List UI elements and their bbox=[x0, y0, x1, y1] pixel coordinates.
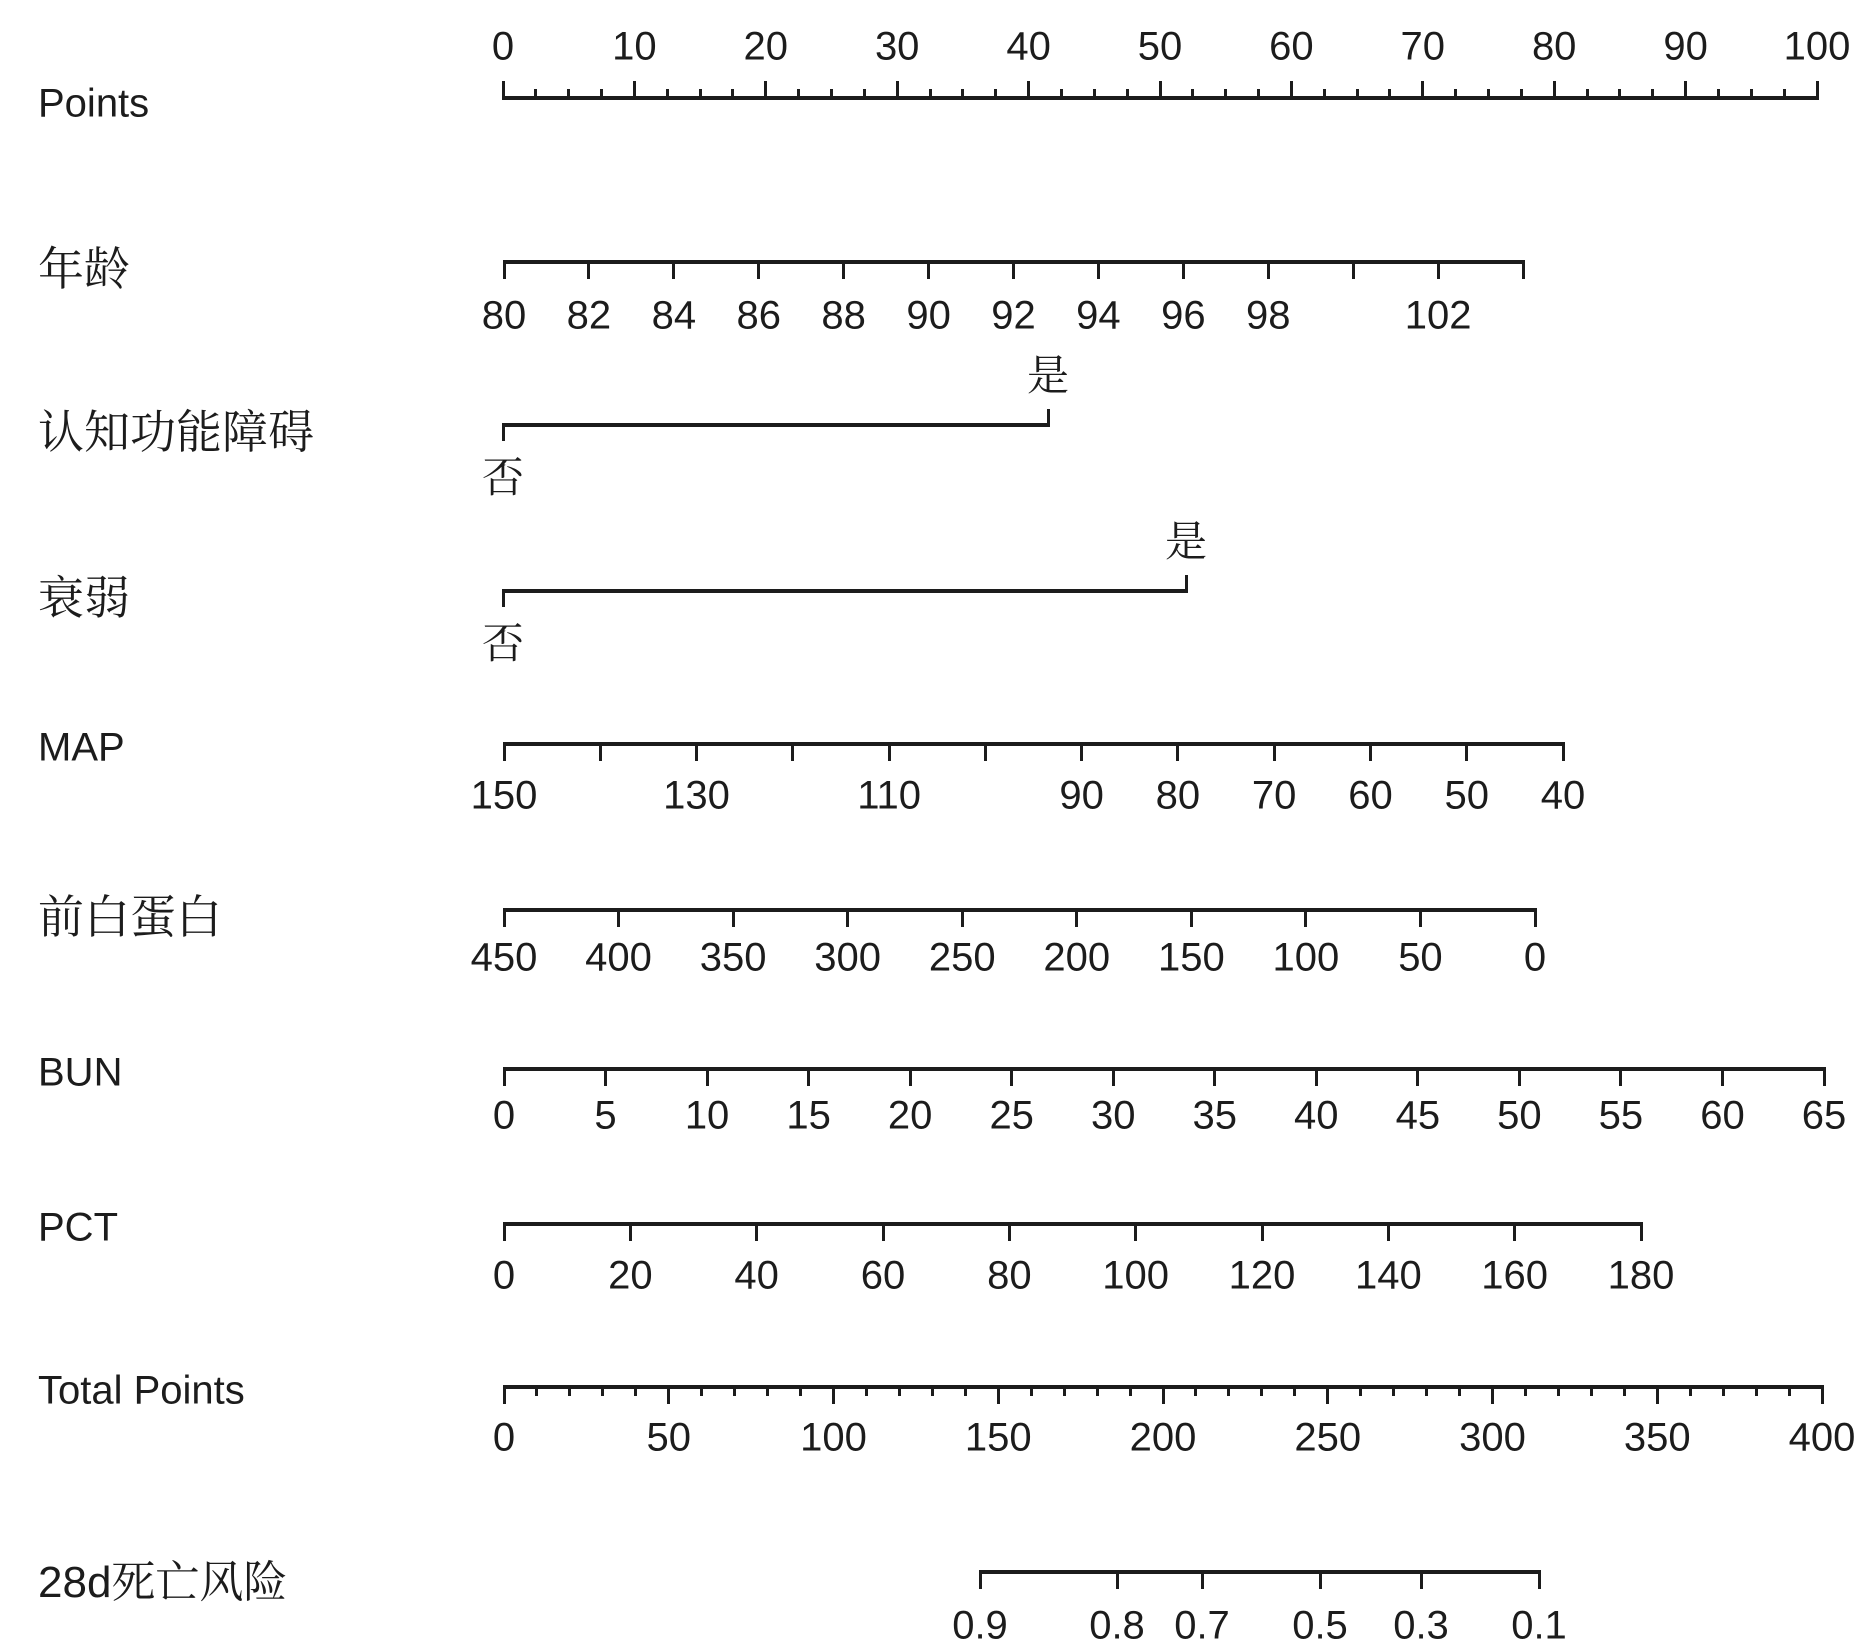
axis-tick bbox=[1656, 1385, 1659, 1404]
tick-label-age-82: 82 bbox=[566, 293, 612, 338]
axis-tick bbox=[1126, 89, 1129, 100]
axis-tick bbox=[766, 1385, 769, 1396]
row-label-points: Points bbox=[38, 81, 150, 126]
axis-tick bbox=[1060, 89, 1063, 100]
axis-tick bbox=[1821, 1385, 1824, 1404]
axis-tick bbox=[617, 908, 620, 927]
tick-label-age-88: 88 bbox=[821, 293, 866, 338]
axis-tick bbox=[1458, 1385, 1461, 1396]
axis-tick bbox=[1586, 89, 1589, 100]
axis-tick bbox=[807, 1067, 810, 1086]
axis-tick bbox=[502, 423, 505, 441]
axis-tick bbox=[1590, 1385, 1593, 1396]
axis-tick bbox=[503, 1385, 506, 1404]
axis-tick bbox=[503, 908, 506, 927]
tick-label-points-70: 70 bbox=[1400, 24, 1446, 69]
cognitive-impairment-yes-label: 是 bbox=[1026, 352, 1070, 399]
axis-tick bbox=[1080, 742, 1083, 761]
tick-label-risk-28d-0.9: 0.9 bbox=[952, 1603, 1008, 1648]
axis-tick bbox=[757, 260, 760, 279]
axis-tick bbox=[1323, 89, 1326, 100]
axis-tick bbox=[1201, 1570, 1204, 1589]
axis-tick bbox=[634, 1385, 637, 1396]
row-label-cognitive-impairment: 认知功能障碍 bbox=[38, 406, 314, 458]
tick-label-prealbumin-350: 350 bbox=[699, 935, 767, 980]
axis-tick bbox=[1388, 89, 1391, 100]
axis-tick bbox=[1190, 908, 1193, 927]
axis-tick bbox=[961, 89, 964, 100]
axis-tick bbox=[1012, 260, 1015, 279]
tick-label-bun-35: 35 bbox=[1192, 1093, 1238, 1138]
axis-tick bbox=[1750, 89, 1753, 100]
frailty-no-label: 否 bbox=[481, 620, 525, 667]
axis-tick bbox=[1185, 575, 1188, 593]
tick-label-map-70: 70 bbox=[1251, 773, 1297, 818]
axis-tick bbox=[1326, 1385, 1329, 1404]
tick-label-bun-50: 50 bbox=[1497, 1093, 1542, 1138]
axis-tick bbox=[1097, 260, 1100, 279]
axis-tick bbox=[1689, 1385, 1692, 1396]
axis-tick bbox=[732, 908, 735, 927]
axis-tick bbox=[1134, 1222, 1137, 1241]
axis-tick bbox=[1522, 260, 1525, 279]
axis-tick bbox=[764, 81, 767, 100]
axis-tick bbox=[1319, 1570, 1322, 1589]
tick-label-points-0: 0 bbox=[491, 24, 515, 69]
axis-tick bbox=[1008, 1222, 1011, 1241]
axis-tick bbox=[1788, 1385, 1791, 1396]
tick-label-age-94: 94 bbox=[1076, 293, 1121, 338]
tick-label-age-96: 96 bbox=[1161, 293, 1206, 338]
tick-label-points-20: 20 bbox=[743, 24, 789, 69]
axis-tick bbox=[1619, 1067, 1622, 1086]
tick-label-pct-100: 100 bbox=[1102, 1253, 1170, 1298]
tick-label-pct-60: 60 bbox=[860, 1253, 906, 1298]
axis-tick bbox=[909, 1067, 912, 1086]
tick-label-points-80: 80 bbox=[1531, 24, 1577, 69]
axis-tick bbox=[699, 89, 702, 100]
tick-label-total-points-200: 200 bbox=[1129, 1415, 1197, 1460]
axis-tick bbox=[599, 742, 602, 761]
axis-tick bbox=[1194, 1385, 1197, 1396]
axis-tick bbox=[1093, 89, 1096, 100]
axis-tick bbox=[896, 81, 899, 100]
bun-axis-line bbox=[504, 1067, 1824, 1071]
axis-tick bbox=[629, 1222, 632, 1241]
axis-tick bbox=[1419, 908, 1422, 927]
axis-tick bbox=[1030, 1385, 1033, 1396]
axis-tick bbox=[929, 89, 932, 100]
axis-tick bbox=[898, 1385, 901, 1396]
tick-label-risk-28d-0.1: 0.1 bbox=[1511, 1603, 1567, 1648]
pct-axis-line bbox=[504, 1222, 1641, 1226]
axis-tick bbox=[1096, 1385, 1099, 1396]
tick-label-prealbumin-100: 100 bbox=[1272, 935, 1340, 980]
tick-label-bun-0: 0 bbox=[492, 1093, 516, 1138]
axis-tick bbox=[1273, 742, 1276, 761]
axis-tick bbox=[1182, 260, 1185, 279]
axis-tick bbox=[830, 89, 833, 100]
tick-label-bun-60: 60 bbox=[1700, 1093, 1745, 1138]
tick-label-bun-55: 55 bbox=[1598, 1093, 1644, 1138]
axis-tick bbox=[1010, 1067, 1013, 1086]
axis-tick bbox=[931, 1385, 934, 1396]
tick-label-prealbumin-150: 150 bbox=[1157, 935, 1225, 980]
axis-tick bbox=[1491, 1385, 1494, 1404]
map-axis-line bbox=[504, 742, 1563, 746]
tick-label-pct-180: 180 bbox=[1607, 1253, 1675, 1298]
axis-tick bbox=[1421, 81, 1424, 100]
tick-label-bun-5: 5 bbox=[594, 1093, 617, 1138]
tick-label-risk-28d-0.5: 0.5 bbox=[1292, 1603, 1348, 1648]
axis-tick bbox=[587, 260, 590, 279]
axis-tick bbox=[1513, 1222, 1516, 1241]
axis-tick bbox=[1722, 1385, 1725, 1396]
axis-tick bbox=[1534, 908, 1537, 927]
tick-label-prealbumin-50: 50 bbox=[1398, 935, 1443, 980]
axis-tick bbox=[1261, 1222, 1264, 1241]
axis-tick bbox=[695, 742, 698, 761]
axis-tick bbox=[961, 908, 964, 927]
axis-tick bbox=[1420, 1570, 1423, 1589]
tick-label-bun-15: 15 bbox=[786, 1093, 831, 1138]
tick-label-pct-20: 20 bbox=[608, 1253, 653, 1298]
axis-tick bbox=[502, 589, 505, 607]
tick-label-total-points-350: 350 bbox=[1623, 1415, 1691, 1460]
axis-tick bbox=[755, 1222, 758, 1241]
axis-tick bbox=[1227, 1385, 1230, 1396]
axis-tick bbox=[1651, 89, 1654, 100]
tick-label-points-90: 90 bbox=[1663, 24, 1708, 69]
tick-label-risk-28d-0.7: 0.7 bbox=[1174, 1603, 1230, 1648]
axis-tick bbox=[1437, 260, 1440, 279]
tick-label-prealbumin-200: 200 bbox=[1043, 935, 1111, 980]
axis-tick bbox=[1159, 81, 1162, 100]
axis-tick bbox=[1721, 1067, 1724, 1086]
tick-label-pct-0: 0 bbox=[492, 1253, 516, 1298]
axis-tick bbox=[1290, 81, 1293, 100]
axis-tick bbox=[503, 260, 506, 279]
row-label-age: 年龄 bbox=[38, 243, 130, 295]
axis-tick bbox=[1684, 81, 1687, 100]
axis-tick bbox=[1538, 1570, 1541, 1589]
axis-tick bbox=[1487, 89, 1490, 100]
tick-label-risk-28d-0.8: 0.8 bbox=[1089, 1603, 1145, 1648]
axis-tick bbox=[846, 908, 849, 927]
tick-label-bun-10: 10 bbox=[684, 1093, 730, 1138]
axis-tick bbox=[700, 1385, 703, 1396]
tick-label-bun-45: 45 bbox=[1395, 1093, 1441, 1138]
axis-tick bbox=[1162, 1385, 1165, 1404]
axis-tick bbox=[1027, 81, 1030, 100]
tick-label-age-80: 80 bbox=[481, 293, 527, 338]
tick-label-points-40: 40 bbox=[1006, 24, 1051, 69]
tick-label-map-150: 150 bbox=[470, 773, 538, 818]
axis-tick bbox=[568, 1385, 571, 1396]
frailty-axis-line bbox=[503, 589, 1186, 593]
axis-tick bbox=[865, 1385, 868, 1396]
row-label-frailty: 衰弱 bbox=[38, 572, 130, 624]
axis-tick bbox=[1717, 89, 1720, 100]
tick-label-bun-40: 40 bbox=[1294, 1093, 1339, 1138]
axis-tick bbox=[666, 89, 669, 100]
frailty-yes-label: 是 bbox=[1164, 518, 1208, 565]
axis-tick bbox=[997, 1385, 1000, 1404]
axis-tick bbox=[1392, 1385, 1395, 1396]
axis-tick bbox=[534, 89, 537, 100]
axis-tick bbox=[1465, 742, 1468, 761]
axis-tick bbox=[706, 1067, 709, 1086]
axis-tick bbox=[733, 1385, 736, 1396]
axis-tick bbox=[1783, 89, 1786, 100]
axis-tick bbox=[1213, 1067, 1216, 1086]
axis-tick bbox=[888, 742, 891, 761]
axis-tick bbox=[1416, 1067, 1419, 1086]
axis-tick bbox=[1315, 1067, 1318, 1086]
axis-tick bbox=[984, 742, 987, 761]
row-label-prealbumin: 前白蛋白 bbox=[38, 891, 222, 943]
row-label-28d-mortality-risk: 28d死亡风险 bbox=[38, 1558, 288, 1607]
axis-tick bbox=[1425, 1385, 1428, 1396]
axis-tick bbox=[927, 260, 930, 279]
tick-label-total-points-100: 100 bbox=[800, 1415, 867, 1460]
axis-tick bbox=[604, 1067, 607, 1086]
axis-tick bbox=[633, 81, 636, 100]
tick-label-points-30: 30 bbox=[874, 24, 920, 69]
axis-tick bbox=[503, 1067, 506, 1086]
axis-tick bbox=[1823, 1067, 1826, 1086]
row-label-total-points: Total Points bbox=[38, 1368, 245, 1413]
tick-label-total-points-0: 0 bbox=[492, 1415, 516, 1460]
tick-label-points-50: 50 bbox=[1137, 24, 1183, 69]
axis-tick bbox=[1267, 260, 1270, 279]
axis-tick bbox=[882, 1222, 885, 1241]
axis-tick bbox=[567, 89, 570, 100]
tick-label-age-86: 86 bbox=[736, 293, 781, 338]
tick-label-points-10: 10 bbox=[612, 24, 657, 69]
tick-label-prealbumin-400: 400 bbox=[585, 935, 652, 980]
tick-label-bun-20: 20 bbox=[887, 1093, 933, 1138]
tick-label-points-100: 100 bbox=[1783, 24, 1851, 69]
tick-label-map-90: 90 bbox=[1059, 773, 1104, 818]
tick-label-prealbumin-0: 0 bbox=[1523, 935, 1547, 980]
axis-tick bbox=[1755, 1385, 1758, 1396]
axis-tick bbox=[1129, 1385, 1132, 1396]
tick-label-total-points-400: 400 bbox=[1788, 1415, 1856, 1460]
axis-tick bbox=[503, 1222, 506, 1241]
axis-tick bbox=[535, 1385, 538, 1396]
tick-label-total-points-150: 150 bbox=[964, 1415, 1032, 1460]
axis-tick bbox=[994, 89, 997, 100]
axis-tick bbox=[600, 89, 603, 100]
tick-label-prealbumin-250: 250 bbox=[928, 935, 996, 980]
row-label-pct: PCT bbox=[38, 1205, 118, 1250]
axis-tick bbox=[1224, 89, 1227, 100]
axis-tick bbox=[667, 1385, 670, 1404]
axis-tick bbox=[1260, 1385, 1263, 1396]
risk-28d-axis-line bbox=[980, 1570, 1541, 1574]
tick-label-age-102: 102 bbox=[1404, 293, 1472, 338]
tick-label-prealbumin-450: 450 bbox=[470, 935, 538, 980]
tick-label-pct-140: 140 bbox=[1354, 1253, 1422, 1298]
axis-tick bbox=[1075, 908, 1078, 927]
axis-tick bbox=[863, 89, 866, 100]
tick-label-risk-28d-0.3: 0.3 bbox=[1393, 1603, 1449, 1648]
axis-tick bbox=[1191, 89, 1194, 100]
tick-label-map-110: 110 bbox=[857, 773, 921, 818]
axis-tick bbox=[601, 1385, 604, 1396]
tick-label-pct-120: 120 bbox=[1228, 1253, 1296, 1298]
row-label-map: MAP bbox=[38, 725, 125, 770]
row-label-bun: BUN bbox=[38, 1050, 123, 1095]
axis-tick bbox=[1640, 1222, 1643, 1241]
axis-tick bbox=[791, 742, 794, 761]
axis-tick bbox=[1816, 81, 1819, 100]
axis-tick bbox=[1063, 1385, 1066, 1396]
axis-tick bbox=[1557, 1385, 1560, 1396]
axis-tick bbox=[964, 1385, 967, 1396]
axis-tick bbox=[1356, 89, 1359, 100]
axis-tick bbox=[842, 260, 845, 279]
cognitive-impairment-no-label: 否 bbox=[481, 454, 525, 501]
axis-tick bbox=[1553, 81, 1556, 100]
tick-label-map-50: 50 bbox=[1444, 773, 1489, 818]
axis-tick bbox=[731, 89, 734, 100]
axis-tick bbox=[1359, 1385, 1362, 1396]
tick-label-age-92: 92 bbox=[991, 293, 1036, 338]
tick-label-total-points-250: 250 bbox=[1294, 1415, 1362, 1460]
tick-label-age-90: 90 bbox=[906, 293, 951, 338]
axis-tick bbox=[1293, 1385, 1296, 1396]
axis-tick bbox=[1176, 742, 1179, 761]
tick-label-map-40: 40 bbox=[1540, 773, 1586, 818]
axis-tick bbox=[672, 260, 675, 279]
tick-label-age-84: 84 bbox=[651, 293, 697, 338]
tick-label-map-80: 80 bbox=[1155, 773, 1201, 818]
axis-tick bbox=[1387, 1222, 1390, 1241]
tick-label-pct-40: 40 bbox=[734, 1253, 779, 1298]
axis-tick bbox=[1562, 742, 1565, 761]
tick-label-bun-30: 30 bbox=[1090, 1093, 1136, 1138]
axis-tick bbox=[1257, 89, 1260, 100]
prealbumin-axis-line bbox=[504, 908, 1535, 912]
tick-label-bun-25: 25 bbox=[989, 1093, 1034, 1138]
tick-label-points-60: 60 bbox=[1269, 24, 1314, 69]
tick-label-bun-65: 65 bbox=[1801, 1093, 1847, 1138]
tick-label-pct-80: 80 bbox=[987, 1253, 1032, 1298]
axis-tick bbox=[503, 742, 506, 761]
axis-tick bbox=[1112, 1067, 1115, 1086]
cognitive-impairment-axis-line bbox=[503, 423, 1048, 427]
axis-tick bbox=[1369, 742, 1372, 761]
axis-tick bbox=[1518, 1067, 1521, 1086]
axis-tick bbox=[1623, 1385, 1626, 1396]
axis-tick bbox=[797, 89, 800, 100]
axis-tick bbox=[1304, 908, 1307, 927]
axis-tick bbox=[502, 81, 505, 100]
axis-tick bbox=[832, 1385, 835, 1404]
tick-label-map-60: 60 bbox=[1348, 773, 1393, 818]
axis-tick bbox=[1352, 260, 1355, 279]
tick-label-pct-160: 160 bbox=[1481, 1253, 1549, 1298]
axis-tick bbox=[1618, 89, 1621, 100]
axis-tick bbox=[1520, 89, 1523, 100]
tick-label-prealbumin-300: 300 bbox=[814, 935, 882, 980]
axis-tick bbox=[1047, 409, 1050, 427]
tick-label-age-98: 98 bbox=[1246, 293, 1291, 338]
axis-tick bbox=[799, 1385, 802, 1396]
tick-label-total-points-300: 300 bbox=[1459, 1415, 1526, 1460]
axis-tick bbox=[1116, 1570, 1119, 1589]
axis-tick bbox=[979, 1570, 982, 1589]
tick-label-map-130: 130 bbox=[663, 773, 730, 818]
tick-label-total-points-50: 50 bbox=[646, 1415, 691, 1460]
axis-tick bbox=[1524, 1385, 1527, 1396]
axis-tick bbox=[1454, 89, 1457, 100]
